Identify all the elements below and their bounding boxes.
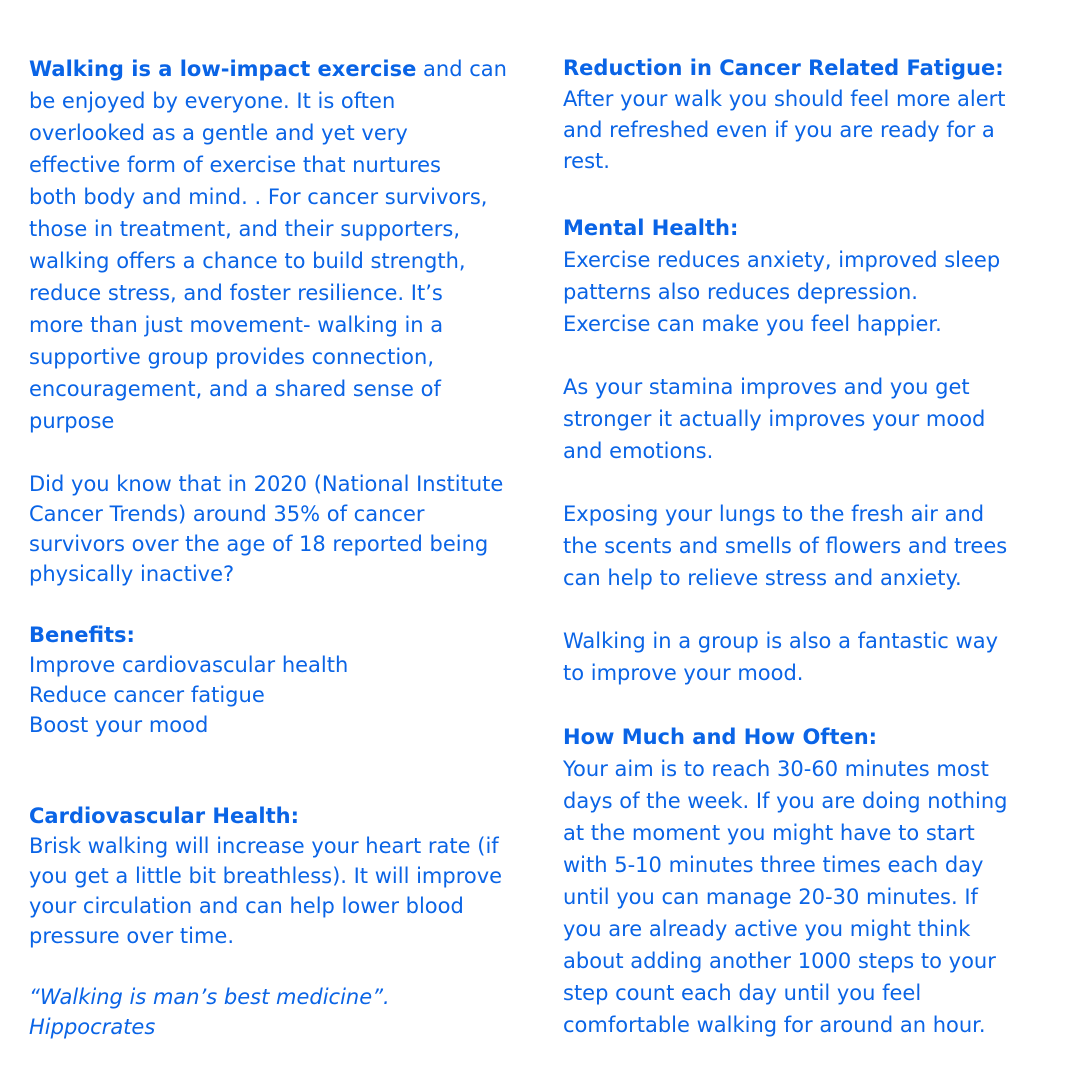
cardio-line: Brisk walking will increase your heart rate (if <box>29 834 499 858</box>
how-much-line: Your aim is to reach 30-60 minutes most <box>563 757 989 781</box>
intro-line: supportive group provides connection, <box>29 345 435 369</box>
intro-line: those in treatment, and their supporters, <box>29 217 461 241</box>
mental-health-section <box>563 212 1000 340</box>
fatigue-line: and refreshed even if you are ready for a <box>563 118 995 142</box>
stamina-paragraph <box>563 371 985 467</box>
cardio-line: pressure over time. <box>29 924 235 948</box>
cardio-heading: Cardiovascular Health: <box>29 804 299 828</box>
group-line: Walking in a group is also a fantastic way <box>563 629 999 653</box>
benefits-section <box>29 620 348 740</box>
quote-text: “Walking is man’s best medicine”. <box>29 985 390 1009</box>
fatigue-heading: Reduction in Cancer Related Fatigue: <box>563 56 1004 80</box>
benefit-item: Boost your mood <box>29 713 209 737</box>
stamina-line: stronger it actually improves your mood <box>563 407 986 431</box>
fatigue-line: After your walk you should feel more alert <box>563 87 1006 111</box>
how-much-line: about adding another 1000 steps to your <box>563 949 996 973</box>
stamina-line: As your stamina improves and you get <box>563 375 970 399</box>
cardio-line: you get a little bit breathless). It will improve <box>29 864 503 888</box>
intro-line: purpose <box>29 409 115 433</box>
intro-line: reduce stress, and foster resilience. It’s <box>29 281 443 305</box>
how-much-line: with 5-10 minutes three times each day <box>563 853 984 877</box>
did-you-know-paragraph <box>29 469 503 589</box>
how-much-line: step count each day until you feel <box>563 981 922 1005</box>
mental-health-line: Exercise reduces anxiety, improved sleep <box>563 248 1001 272</box>
intro-line: overlooked as a gentle and yet very <box>29 121 408 145</box>
intro-line: both body and mind. . For cancer survivors, <box>29 185 488 209</box>
intro-line <box>29 53 507 85</box>
did-you-know-line: survivors over the age of 18 reported being <box>29 532 489 556</box>
how-much-section <box>563 721 1008 1041</box>
intro-line: more than just movement- walking in a <box>29 313 444 337</box>
intro-line: be enjoyed by everyone. It is often <box>29 89 396 113</box>
stamina-line: and emotions. <box>563 439 714 463</box>
how-much-line: at the moment you might have to start <box>563 821 975 845</box>
intro-paragraph <box>29 53 507 437</box>
quote-author: Hippocrates <box>29 1015 156 1039</box>
intro-line: walking offers a chance to build strength, <box>29 249 466 273</box>
group-line: to improve your mood. <box>563 661 804 685</box>
fatigue-section <box>563 53 1006 177</box>
lungs-line: the scents and smells of flowers and trees <box>563 534 1008 558</box>
cardio-section <box>29 801 502 951</box>
did-you-know-line: physically inactive? <box>29 562 235 586</box>
did-you-know-line: Cancer Trends) around 35% of cancer <box>29 502 425 526</box>
benefit-item: Reduce cancer fatigue <box>29 683 265 707</box>
cardio-line: your circulation and can help lower blood <box>29 894 464 918</box>
mental-health-line: patterns also reduces depression. <box>563 280 918 304</box>
mental-health-heading: Mental Health: <box>563 216 739 240</box>
group-paragraph <box>563 625 998 689</box>
how-much-line: you are already active you might think <box>563 917 971 941</box>
how-much-line: comfortable walking for around an hour. <box>563 1013 986 1037</box>
intro-lead-bold: Walking is a low-impact exercise <box>29 57 417 81</box>
mental-health-line: Exercise can make you feel happier. <box>563 312 942 336</box>
fatigue-line: rest. <box>563 149 610 173</box>
benefits-heading: Benefits: <box>29 623 135 647</box>
lungs-paragraph <box>563 498 1007 594</box>
lungs-line: Exposing your lungs to the fresh air and <box>563 502 985 526</box>
lungs-line: can help to relieve stress and anxiety. <box>563 566 962 590</box>
benefit-item: Improve cardiovascular health <box>29 653 349 677</box>
did-you-know-line: Did you know that in 2020 (National Institute <box>29 472 504 496</box>
how-much-line: until you can manage 20-30 minutes. If <box>563 885 978 909</box>
how-much-heading: How Much and How Often: <box>563 725 878 749</box>
intro-line: encouragement, and a shared sense of <box>29 377 441 401</box>
how-much-line: days of the week. If you are doing nothing <box>563 789 1008 813</box>
intro-lead-rest: and can <box>416 57 507 81</box>
intro-line: effective form of exercise that nurtures <box>29 153 441 177</box>
quote-block <box>29 982 390 1042</box>
